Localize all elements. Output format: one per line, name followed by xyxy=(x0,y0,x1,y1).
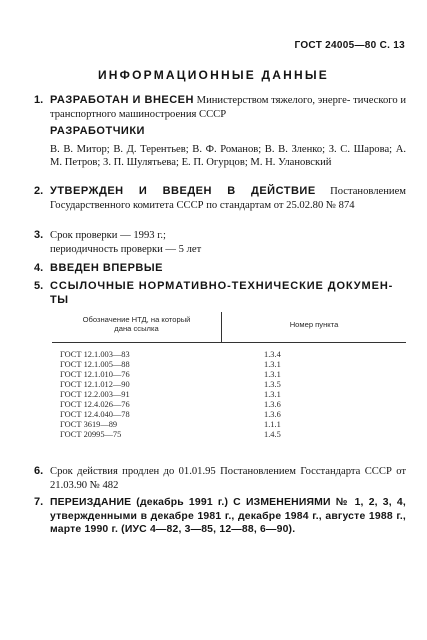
page-title: ИНФОРМАЦИОННЫЕ ДАННЫЕ xyxy=(97,68,330,82)
section-4-number: 4. xyxy=(34,262,44,274)
section-5-heading-line-1: ССЫЛОЧНЫЕ НОРМАТИВНО-ТЕХНИЧЕСКИЕ ДОКУМЕН- xyxy=(50,280,394,292)
section-7-number: 7. xyxy=(34,496,44,508)
table-row: ГОСТ 12.4.040—78 1.3.6 xyxy=(60,410,281,419)
section-2 xyxy=(34,185,406,212)
section-6 xyxy=(34,465,406,492)
section-1-heading: РАЗРАБОТАН И ВНЕСЕН xyxy=(50,94,194,106)
table-row: ГОСТ 12.1.003—83 1.3.4 xyxy=(60,350,281,359)
table-row: ГОСТ 20995—75 1.4.5 xyxy=(60,430,281,439)
table-header xyxy=(52,312,406,343)
section-4 xyxy=(34,262,406,276)
table-row: ГОСТ 12.2.003—91 1.3.1 xyxy=(60,390,281,399)
developers-heading: РАЗРАБОТЧИКИ xyxy=(50,125,145,137)
section-3 xyxy=(34,229,406,256)
section-2-text-rest: Государственного комитета СССР по стандартам от 25.02.80 № 874 xyxy=(50,199,355,211)
table-header-item-number: Номер пункта xyxy=(289,320,339,329)
table-body xyxy=(52,343,406,440)
section-2-heading: УТВЕРЖДЕН И ВВЕДЕН В ДЕЙСТВИЕ xyxy=(50,185,316,197)
section-1 xyxy=(34,94,406,121)
section-7 xyxy=(34,496,406,537)
section-3-line-2: периодичность проверки — 5 лет xyxy=(50,243,202,255)
developers-block xyxy=(34,125,406,170)
section-1-number: 1. xyxy=(34,94,44,106)
section-5 xyxy=(34,280,406,307)
section-3-number: 3. xyxy=(34,229,44,241)
section-1-text-first: Министерством тяжелого, энерге- xyxy=(196,95,351,106)
table-row: ГОСТ 12.1.012—90 1.3.5 xyxy=(60,380,281,389)
table-row: ГОСТ 12.1.010—76 1.3.1 xyxy=(60,370,281,379)
section-5-heading-line-2: ТЫ xyxy=(50,293,69,306)
section-2-number: 2. xyxy=(34,185,44,197)
section-6-number: 6. xyxy=(34,465,44,477)
developers-list: В. В. Митор; В. Д. Терентьев; В. Ф. Романов; В. В. Зленко; З. С. Шарова; А. М. Петров; З. П. Шулятьева; Е. П. Огурцов; М. Н. Улановский xyxy=(50,143,406,168)
table-row: ГОСТ 12.4.026—76 1.3.6 xyxy=(60,400,281,409)
section-5-number: 5. xyxy=(34,280,44,292)
section-2-text-first: Постановлением xyxy=(330,186,406,197)
page-header: ГОСТ 24005—80 С. 13 xyxy=(294,40,405,51)
section-3-line-1: Срок проверки — 1993 г.; xyxy=(50,230,166,241)
section-6-text: Срок действия продлен до 01.01.95 Постановлением Госстандарта СССР от 21.03.90 № 482 xyxy=(50,466,406,491)
section-7-text: ПЕРЕИЗДАНИЕ (декабрь 1991 г.) С ИЗМЕНЕНИЯМИ № 1, 2, 3, 4, утвержденными в декабре 1981 г., декабре 1984 г., августе 1988 г., марте 1990 г. (ИУС 4—82, 3—85, 12—88, 6—90). xyxy=(50,497,406,535)
reference-table xyxy=(52,312,406,440)
table-row: ГОСТ 3619—89 1.1.1 xyxy=(60,420,281,429)
table-row: ГОСТ 12.1.005—88 1.3.1 xyxy=(60,360,281,369)
section-4-heading: ВВЕДЕН ВПЕРВЫЕ xyxy=(50,262,163,274)
section-1-text-rest: тического и транспортного машиностроения СССР xyxy=(50,95,406,120)
table-header-designation: Обозначение НТД, на который дана ссылка xyxy=(82,315,191,333)
